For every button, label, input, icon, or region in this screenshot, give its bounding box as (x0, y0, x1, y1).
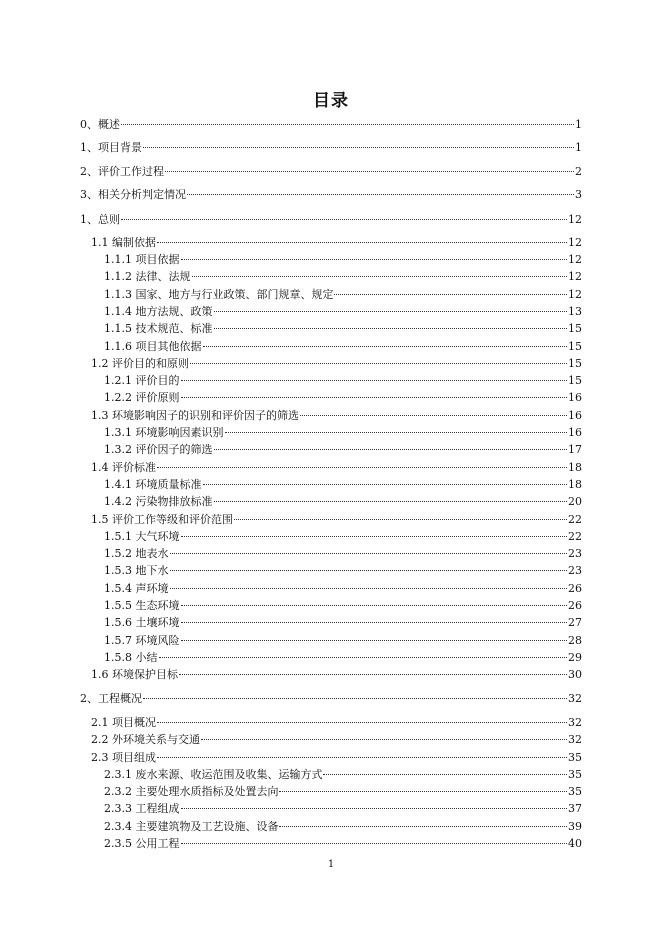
toc-entry-page: 35 (568, 751, 582, 764)
toc-dot-leader (192, 276, 568, 277)
toc-entry-page: 1 (575, 118, 582, 131)
toc-entry[interactable] (91, 751, 582, 765)
toc-entry-label: 1.1 编制依据 (91, 236, 156, 249)
toc-dot-leader (203, 484, 568, 485)
toc-dot-leader (214, 328, 568, 329)
toc-entry[interactable] (80, 213, 582, 227)
toc-entry-page: 26 (568, 582, 582, 595)
toc-entry[interactable] (104, 634, 582, 648)
toc-entry-page: 37 (568, 802, 582, 815)
toc-entry[interactable] (104, 322, 582, 336)
toc-entry-label: 2.1 项目概况 (91, 716, 156, 729)
toc-entry[interactable] (91, 357, 582, 371)
toc-dot-leader (170, 570, 568, 571)
toc-entry-label: 2.3 项目组成 (91, 751, 156, 764)
toc-entry-page: 3 (575, 188, 582, 201)
toc-entry-label: 1、总则 (80, 213, 120, 226)
toc-entry-label: 1.1.6 项目其他依据 (104, 340, 202, 353)
toc-entry[interactable] (80, 692, 582, 706)
toc-entry-label: 0、概述 (80, 118, 120, 131)
toc-entry[interactable] (104, 530, 582, 544)
toc-entry-label: 1.4.2 污染物排放标准 (104, 495, 213, 508)
toc-entry-page: 23 (568, 564, 582, 577)
toc-entry[interactable] (104, 288, 582, 302)
toc-entry-page: 20 (568, 495, 582, 508)
toc-entry-page: 40 (568, 837, 582, 850)
toc-dot-leader (181, 536, 568, 537)
toc-entry[interactable] (104, 305, 582, 319)
toc-entry[interactable] (91, 236, 582, 250)
toc-entry-label: 1.1.3 国家、地方与行业政策、部门规章、规定 (104, 288, 334, 301)
toc-entry-label: 1、项目背景 (80, 141, 142, 154)
toc-entry-page: 12 (568, 288, 582, 301)
toc-dot-leader (181, 259, 568, 260)
toc-entry-label: 2、工程概况 (80, 692, 142, 705)
toc-dot-leader (159, 657, 568, 658)
toc-entry[interactable] (104, 443, 582, 457)
toc-dot-leader (157, 242, 567, 243)
toc-entry[interactable] (104, 495, 582, 509)
toc-dot-leader (181, 640, 568, 641)
toc-entry-label: 2.3.4 主要建筑物及工艺设施、设备 (104, 820, 279, 833)
toc-entry-page: 15 (568, 322, 582, 335)
toc-dot-leader (181, 380, 568, 381)
toc-entry-label: 1.2 评价目的和原则 (91, 357, 189, 370)
toc-entry-page: 28 (568, 634, 582, 647)
toc-entry-page: 1 (575, 141, 582, 154)
toc-dot-leader (181, 843, 568, 844)
toc-entry[interactable] (80, 118, 582, 132)
toc-entry-page: 15 (568, 374, 582, 387)
toc-entry[interactable] (104, 616, 582, 630)
toc-dot-leader (157, 722, 567, 723)
toc-entry-label: 1.3.1 环境影响因素识别 (104, 426, 224, 439)
toc-entry-page: 22 (568, 530, 582, 543)
toc-entry[interactable] (104, 651, 582, 665)
toc-entry[interactable] (104, 785, 582, 799)
toc-entry-page: 12 (568, 213, 582, 226)
toc-dot-leader (165, 171, 574, 172)
toc-entry-page: 16 (568, 391, 582, 404)
toc-entry[interactable] (104, 340, 582, 354)
toc-dot-leader (181, 605, 568, 606)
toc-entry-page: 18 (568, 478, 582, 491)
toc-entry-label: 2.3.3 工程组成 (104, 802, 180, 815)
toc-dot-leader (279, 791, 567, 792)
toc-entry[interactable] (104, 820, 582, 834)
toc-entry-page: 2 (575, 165, 582, 178)
toc-entry-label: 1.5.3 地下水 (104, 564, 169, 577)
toc-entry-page: 22 (568, 513, 582, 526)
toc-dot-leader (190, 363, 567, 364)
toc-entry-page: 15 (568, 340, 582, 353)
toc-entry-page: 16 (568, 426, 582, 439)
toc-entry[interactable] (104, 391, 582, 405)
toc-entry[interactable] (104, 599, 582, 613)
toc-entry-label: 2.3.1 废水来源、收运范围及收集、运输方式 (104, 768, 323, 781)
toc-entry-page: 13 (568, 305, 582, 318)
toc-entry[interactable] (91, 716, 582, 730)
toc-entry-label: 1.1.4 地方法规、政策 (104, 305, 213, 318)
toc-dot-leader (121, 124, 574, 125)
toc-entry[interactable] (91, 409, 582, 423)
toc-entry-page: 29 (568, 651, 582, 664)
toc-title: 目录 (313, 91, 349, 111)
toc-entry-page: 23 (568, 547, 582, 560)
toc-dot-leader (181, 622, 568, 623)
toc-entry[interactable] (80, 141, 582, 155)
toc-entry-label: 1.5.2 地表水 (104, 547, 169, 560)
toc-entry[interactable] (104, 270, 582, 284)
toc-entry-page: 12 (568, 270, 582, 283)
toc-entry[interactable] (104, 426, 582, 440)
toc-dot-leader (323, 774, 567, 775)
toc-dot-leader (181, 808, 568, 809)
toc-entry-label: 1.4 评价标准 (91, 461, 156, 474)
toc-entry-page: 35 (568, 785, 582, 798)
toc-dot-leader (214, 501, 568, 502)
toc-entry-page: 17 (568, 443, 582, 456)
toc-entry-label: 2.3.5 公用工程 (104, 837, 180, 850)
toc-entry-page: 26 (568, 599, 582, 612)
toc-entry-label: 2.3.2 主要处理水质指标及处置去向 (104, 785, 279, 798)
toc-entry[interactable] (104, 564, 582, 578)
toc-entry[interactable] (104, 547, 582, 561)
toc-dot-leader (203, 346, 568, 347)
page-number: 1 (327, 859, 335, 870)
toc-entry-label: 1.4.1 环境质量标准 (104, 478, 202, 491)
toc-entry[interactable] (104, 802, 582, 816)
toc-dot-leader (170, 588, 568, 589)
toc-entry[interactable] (104, 374, 582, 388)
toc-entry-page: 27 (568, 616, 582, 629)
toc-entry-page: 12 (568, 253, 582, 266)
toc-entry-page: 32 (568, 733, 582, 746)
toc-dot-leader (334, 294, 567, 295)
toc-entry[interactable] (80, 188, 582, 202)
toc-dot-leader (179, 674, 567, 675)
toc-entry-label: 1.5.4 声环境 (104, 582, 169, 595)
toc-entry-label: 1.5.6 土壤环境 (104, 616, 180, 629)
toc-dot-leader (121, 219, 567, 220)
toc-dot-leader (214, 311, 568, 312)
toc-entry-label: 1.1.5 技术规范、标准 (104, 322, 213, 335)
toc-entry[interactable] (104, 768, 582, 782)
toc-dot-leader (157, 467, 567, 468)
toc-entry-label: 1.1.1 项目依据 (104, 253, 180, 266)
toc-entry[interactable] (91, 513, 582, 527)
toc-entry-label: 1.6 环境保护目标 (91, 668, 178, 681)
toc-entry-label: 1.5.8 小结 (104, 651, 158, 664)
toc-entry[interactable] (80, 165, 582, 179)
toc-dot-leader (157, 757, 567, 758)
toc-entry-label: 1.5.7 环境风险 (104, 634, 180, 647)
toc-entry-label: 1.2.1 评价目的 (104, 374, 180, 387)
toc-entry[interactable] (91, 668, 582, 682)
toc-dot-leader (143, 147, 574, 148)
toc-entry-page: 32 (568, 716, 582, 729)
toc-entry-label: 1.5.1 大气环境 (104, 530, 180, 543)
toc-entry[interactable] (104, 253, 582, 267)
toc-entry[interactable] (104, 837, 582, 851)
toc-dot-leader (225, 432, 568, 433)
toc-entry-page: 32 (568, 692, 582, 705)
toc-dot-leader (279, 826, 567, 827)
toc-dot-leader (214, 449, 568, 450)
toc-entry-label: 1.1.2 法律、法规 (104, 270, 191, 283)
toc-dot-leader (234, 519, 567, 520)
toc-entry-page: 35 (568, 768, 582, 781)
toc-entry-label: 1.3.2 评价因子的筛选 (104, 443, 213, 456)
toc-entry-label: 2、评价工作过程 (80, 165, 164, 178)
toc-dot-leader (187, 194, 574, 195)
toc-entry[interactable] (104, 582, 582, 596)
toc-entry[interactable] (104, 478, 582, 492)
toc-entry[interactable] (91, 733, 582, 747)
toc-dot-leader (170, 553, 568, 554)
toc-dot-leader (201, 739, 567, 740)
toc-entry-page: 12 (568, 236, 582, 249)
toc-entry-page: 39 (568, 820, 582, 833)
toc-entry-label: 3、相关分析判定情况 (80, 188, 186, 201)
toc-entry-page: 16 (568, 409, 582, 422)
toc-dot-leader (181, 397, 568, 398)
toc-entry-page: 18 (568, 461, 582, 474)
toc-entry-label: 1.5 评价工作等级和评价范围 (91, 513, 233, 526)
toc-dot-leader (143, 698, 567, 699)
toc-dot-leader (300, 415, 567, 416)
toc-entry-label: 2.2 外环境关系与交通 (91, 733, 200, 746)
toc-entry-page: 30 (568, 668, 582, 681)
toc-entry-label: 1.5.5 生态环境 (104, 599, 180, 612)
toc-entry-label: 1.2.2 评价原则 (104, 391, 180, 404)
toc-entry-label: 1.3 环境影响因子的识别和评价因子的筛选 (91, 409, 299, 422)
toc-entry[interactable] (91, 461, 582, 475)
toc-entry-page: 15 (568, 357, 582, 370)
